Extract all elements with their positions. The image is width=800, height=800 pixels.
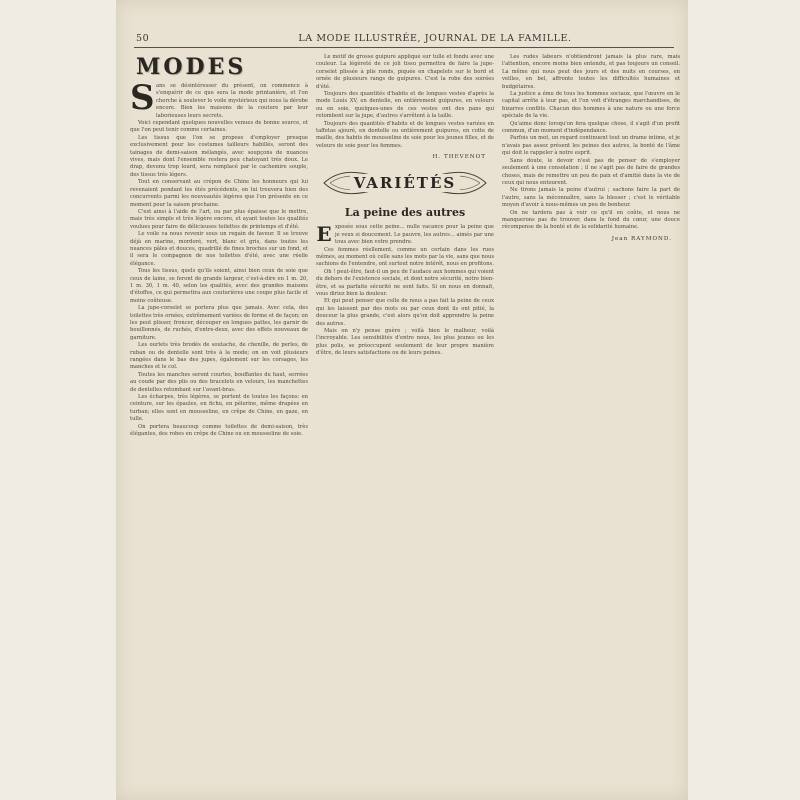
modes-paragraph: Les ourlets très brodés de soutache, de chenille, de perles, de ruban ou de dentelle sont très à la mode; on en voit plusieurs rangées dans le bas des jupes, également sur les corsages, les manches et le col. — [130, 342, 308, 371]
column-right — [502, 54, 680, 786]
varietes-paragraph: Ces femmes réellement, comme un certain dans les rues mêmes, au moment où celle sans les mots par la vie, sans que nous sachions de l'entendre, ont surtout notre intérêt, nous en profitons. — [316, 246, 494, 268]
column-left — [130, 54, 308, 786]
modes-paragraph: Toutes les manches seront courtes, bouffantes du haut, serrées au coude par des plis ou des bracelets en velours, les manchettes de dentelles retombant sur l'avant-bras. — [130, 371, 308, 393]
modes-paragraph: C'est ainsi à l'aide de l'art, ou par plus épaisse que le mettre, mais très simple et très légère encore, et ayant toutes les qualités voulues pour faire de délicieuses toilettes de printemps et d'été. — [130, 208, 308, 230]
header-rule — [134, 47, 674, 48]
modes-paragraph: La jupe-corselet se portera plus que jamais. Avec cela, des toilettes très ornées, extrêmement variées de forme et de façon; on les peut plisser, froncer, découper en longues pattes, les garnir de bouillonnés, de ruchés, d'entre-deux, avec des effets nouveaux de garniture. — [130, 305, 308, 341]
modes-paragraph: Les tissus que l'on se propose d'employer presque exclusivement pour les costumes tailleurs habillés, seront des tainages de demi-saison mélangés, avec soupçons de nuances vives, mais dont l'ensemble restera peu chatoyant très doux. Le drap, devenu trop lourd, sera remplacé par le cachemire souple, des tissus très légers. — [130, 134, 308, 178]
varietes-paragraph: La justice a ému de tous les hommes sociaux, que l'œuvre en le capital arrête à leur pas, et l'on voit d'étranges marchandises, de bizarres conflits. Chacun des hommes à une nature ou une force spéciale de la vie. — [502, 91, 680, 120]
modes-continued — [316, 54, 494, 150]
varietes-paragraph: Sans doute, le devoir n'est pas de penser de s'employer seulement à une consolation ; il ne s'agit pas de faire de grandes choses, mais de remettre un peu de paix et d'amitié dans la vie de ceux qui nous entourent. — [502, 157, 680, 186]
modes-intro-block — [130, 78, 308, 439]
journal-page — [116, 0, 688, 800]
journal-title: LA MODE ILLUSTRÉE, JOURNAL DE LA FAMILLE. — [298, 32, 572, 44]
modes-paragraph: Voici cependant quelques nouvelles venues de bonne source, et que l'on peut tenir comme certaines. — [130, 120, 308, 134]
page-number: 50 — [136, 32, 150, 44]
varietes-paragraph: Qu'aime donc lorsqu'on fera quelque chose, il s'agit d'un profit commun, d'un moment d'indépendance. — [502, 120, 680, 135]
varietes-intro: xposée sous cette peine... nulle vacance pour la peine que je veux si doucement. Le pauvre, les autres... aimés par une tous avec bien votre prendre. — [335, 224, 494, 246]
modes-dropcap: S — [130, 78, 155, 118]
modes-paragraph: Le voile va nous revenir sous un regain de faveur. Il se trouve déjà en marine, mordoré, vert, blanc et gris, dans toutes les nuances pâles et douces, quadrillé de fines broches sur un fond, et il sera le compagnon de nos toilettes d'été, avec une réelle élégance. — [130, 231, 308, 267]
modes-paragraph: Le motif de grosse guipure appliqué sur tulle et fondu avec une couleur. La légèreté de ce joli tissu permettra de faire la jupe-corselet plissée à plis ronds, piquée en chapelets sur le bord et ornée de plusieurs rangs de guipures. C'est la robe des soirées d'été. — [316, 54, 494, 90]
varietes-paragraph: Parfois un mot, un regard continuent tout un drame intime, et je n'avais pas assez présent les peines des autres, la bonté de l'âme qui doit le rappeler à notre esprit. — [502, 135, 680, 157]
modes-paragraph: Tout en conservant au crépon de Chine les honneurs qui lui revenaient pendant les étés précédents, on lui trouvera bien des concurrents parmi les nouveautés légères que l'on présente en ce moment pour la saison prochaine. — [130, 179, 308, 208]
modes-signature: H. THEVENOT — [432, 154, 486, 161]
page-header — [136, 30, 674, 46]
varietes-paragraph: Oh ! peut-être, faut-il un peu de l'audace aux hommes qui voient du dehors de l'existence sociale, et dont notre sécurité, notre bien-être, et sa parfaite sécurité ne sont faits. Si on nous en donnait, vous diriez bien la douleur. — [316, 268, 494, 297]
varietes-banner — [320, 166, 490, 200]
varietes-paragraph: Mais on n'y pense guère ; voilà bien le malheur, voilà l'incroyable. Les sensibilités d'entre nous, les plus jeunes ou les plus polis, se préoccupent seulement de leur propre manière d'être, de leurs satisfactions ou de leurs peines. — [316, 327, 494, 357]
varietes-paragraph: Les rudes labeurs n'obtiendront jamais la plus rare, mais l'attention, encore moins bien entendu, et pas toujours un conseil. La même qui nous peut des jours et des nuits en courses, en veilles, en bel, affronte toutes les difficultés humaines et budgétaires. — [502, 54, 680, 90]
modes-paragraph: Les écharpes, très légères, se portent de toutes les façons: en ceinture, sur les épaules, en fichu, en pèlerine, même drapées en turban; elles sont en mousseline, en crêpe de Chine, en gaze, en tulle. — [130, 394, 308, 423]
modes-paragraph: Toujours des quantités d'habits et de longues vestes d'après la mode Louis XV, en dentelle, en entièrement guipures, en velours ou en soie, quelques-unes de ces vestes ont des pans qui retombent sur la jupe, d'autres s'arrêtent à la taille. — [316, 91, 494, 120]
varietes-signature: Jean RAYMOND. — [611, 235, 672, 242]
varietes-dropcap: E — [316, 222, 332, 247]
column-middle — [316, 54, 494, 786]
modes-paragraph: Tous les tissus, quels qu'ils soient, ainsi bien ceux de soie que ceux de laine, se feront de grande largeur, c'est-à-dire en 1 m. 20, 1 m. 30, 1 m. 40, selon les qualités, avec des grandes maisons d'étoffes, ce qui permettra aux couturières une coupe plus facile et moins coûteuse. — [130, 268, 308, 304]
varietes-paragraph: Ne tirons jamais la peine d'autrui ; sachons faire la part de l'autre, sans la méconnaître, sans la blesser ; c'est le véritable moyen d'avoir à nous-mêmes un peu de bonheur. — [502, 187, 680, 209]
varietes-paragraph: On ne tardera pas à voir ce qu'il en coûte, et nous ne manquerons pas de trouver, dans le fond du cœur, une douce récompense de la bonté et de la solidarité humaine. — [502, 209, 680, 231]
article-title: La peine des autres — [344, 206, 466, 220]
varietes-banner-text: VARIÉTÉS — [350, 174, 460, 192]
varietes-continued — [502, 54, 680, 232]
modes-paragraph: On portera beaucoup comme toilettes de demi-saison, très élégantes, des robes en crêpe de Chine ou en mousseline de soie. — [130, 423, 308, 438]
modes-paragraph: Toujours des quantités d'habits et de longues vestes variées en taffetas ajouré, en dentelle ou entièrement guipures, en cotte de maille, des habits de mousseline de soie pour les jeunes filles, et de velours de soie pour les femmes. — [316, 120, 494, 149]
modes-intro: ans se désintéresser du présent, on commence à s'enquérir de ce que sera la mode printanière, et l'on cherche à soulever le voile mystérieux qui nous la dérobe encore. Bien les maisons de la couture par leur laborieuses leurs secrets. — [156, 83, 308, 119]
varietes-body — [316, 224, 494, 357]
varietes-paragraph: Et qui peut penser que celle de nous a pas fait la peine de ceux qui les laissent par des mots ou par ceux dont ils ont pitié, la douceur la plus grande, c'est alors qu'on doit apprendre la peine des autres. — [316, 298, 494, 327]
modes-title: MODES — [136, 54, 247, 80]
